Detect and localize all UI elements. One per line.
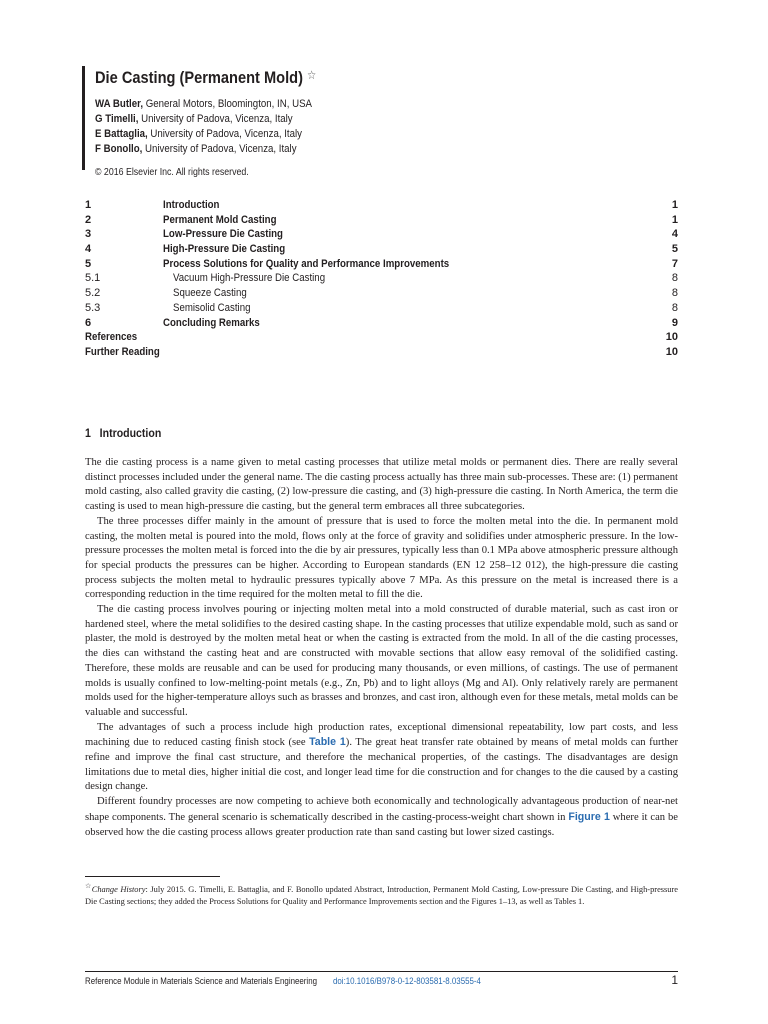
toc-label: High-Pressure Die Casting [163,243,286,256]
toc-page: 10 [665,331,678,344]
paragraph: The three processes differ mainly in the amount of pressure that is used to force the molten metal into the die. In permanent mold casting, the molten metal is poured into the mold, flows only at the force of gravity and solidifies under atmospheric pressure. In the low-pressure processes the molten metal is forced into the die by air pressures, typically less than 0.1 MPa above atmospheric pressure although for special products the pressures can be higher. According to European standards (EN 12 258–12 012), the high-pressure die casting process subjects the molten metal to hydraulic pressures typically above 7 MPa. As this pressure on the metal is increased there is a corresponding reduction in the time required for the molten metal to fill the die. [85,515,678,601]
toc-number: 6 [85,316,92,329]
paragraph: The die casting process involves pouring or injecting molten metal into a mold constructed of durable material, such as cast iron or hardened steel, where the metal solidifies to the desired casting shape. In the casting processes that utilize expendable mold, such as sand or plaster, the mold is destroyed by the molten metal heat or when the casting is extracted from the mold. In all of the die casting processes, the dies can withstand the casting heat and are constructed with movable sections that allow easy removal of the solidified casting. Therefore, these molds are reusable and can be used for producing many thousands, or even millions, of castings. The use of permanent molds is usually confined to low-melting-point metals (e.g., Zn, Pb) and to light alloys (Mg and Al). Only relatively rarely are permanent molds used for the higher-temperature alloys such as brasses and bronzes, and cast iron, although even for these metals, metal molds can be valuable and successful. [85,604,678,718]
toc-label: Squeeze Casting [173,287,247,300]
toc-page: 1 [671,199,678,211]
paragraph: The advantages of such a process include high production rates, exceptional dimensional repeatability, low part costs, and less machining due to reduced casting finish stock (see Table 1). The great heat transfer rate obtained by means of metal molds can further refine and improve the final cast structure, and therefore the mechanical properties, of the castings. The disadvantages are design limitations due to metal dies, higher initial die cost, and longer lead time for die construction and for changes to the die caused by a casting design change. [85,721,678,793]
author-name: G Timelli, [95,113,139,125]
paragraph: Different foundry processes are now competing to achieve both economically and technologically advantageous production of near-net shape components. The general scenario is schematically described in the casting-process-weight chart shown in Figure 1 where it can be observed how the die casting process allows greater production rate than sand casting but lower sized castings. [85,796,678,838]
author-affiliation: University of Padova, Vicenza, Italy [138,113,293,125]
toc-page: 8 [671,287,678,300]
table-of-contents [85,198,678,360]
journal-name: Reference Module in Materials Science and Materials Engineering [85,976,318,986]
toc-entry[interactable] [85,227,678,242]
toc-label: Introduction [163,199,220,211]
article-title: Die Casting (Permanent Mold) ☆ [95,68,317,87]
toc-label: Permanent Mold Casting [163,213,277,226]
toc-page: 7 [671,257,678,270]
star-icon[interactable]: ☆ [307,68,317,82]
author-affiliation: University of Padova, Vicenza, Italy [147,128,302,140]
toc-number: 5.1 [85,272,101,285]
toc-entry[interactable] [85,257,678,272]
footer-rule [85,971,678,972]
toc-number: 3 [85,228,92,241]
author-entry [95,127,321,142]
toc-number: 4 [85,243,92,256]
section-heading: 1 Introduction [85,426,162,440]
author-name: WA Butler, [95,98,144,110]
toc-label: Low-Pressure Die Casting [163,228,283,241]
article-header [82,66,352,170]
author-entry [95,97,321,112]
toc-number: 5 [85,257,92,270]
toc-label: References [85,331,138,344]
article-body [85,456,678,840]
toc-entry[interactable] [85,316,678,331]
toc-label: Semisolid Casting [173,301,251,314]
toc-entry[interactable] [85,301,678,316]
author-affiliation: University of Padova, Vicenza, Italy [142,143,297,155]
toc-entry[interactable] [85,345,678,360]
toc-entry[interactable] [85,242,678,257]
toc-number: 5.3 [85,301,101,314]
toc-number: 2 [85,213,92,226]
toc-page: 8 [671,301,678,314]
toc-page: 8 [671,272,678,285]
toc-number: 5.2 [85,287,101,300]
author-entry [95,142,321,157]
footnote-rule [85,876,220,877]
doi-link[interactable]: doi:10.1016/B978-0-12-803581-8.03555-4 [333,976,481,986]
author-name: F Bonollo, [95,143,143,155]
page-number: 1 [671,973,678,987]
toc-label: Process Solutions for Quality and Performance Improvements [163,257,450,270]
author-affiliation: General Motors, Bloomington, IN, USA [143,98,312,110]
table-1-link[interactable]: Table 1 [309,736,346,749]
toc-entry[interactable] [85,330,678,345]
author-name: E Battaglia, [95,128,148,140]
toc-page: 4 [671,228,678,241]
toc-page: 5 [671,243,678,256]
figure-1-link[interactable]: Figure 1 [568,810,610,823]
copyright-notice: © 2016 Elsevier Inc. All rights reserved. [95,167,249,178]
toc-label: Concluding Remarks [163,316,260,329]
toc-entry[interactable] [85,286,678,301]
toc-page: 10 [665,345,678,358]
toc-entry[interactable] [85,213,678,228]
toc-label: Vacuum High-Pressure Die Casting [173,272,326,285]
toc-page: 9 [671,316,678,329]
paragraph: The die casting process is a name given to metal casting processes that utilize metal molds or permanent dies. There are really several distinct processes included under the general name. The die casting process actually has three main sub-processes. These are: (1) permanent mold casting, also called gravity die casting, (2) low-pressure die casting, and (3) high-pressure die casting. In North America, the term die casting is used to mean high-pressure die casting, but the general term embraces all three subcategories. [85,457,678,513]
author-list [95,97,321,157]
toc-number: 1 [85,199,92,211]
footnote: ☆Change History: July 2015. G. Timelli, E. Battaglia, and F. Bonollo updated Abstract, Introduction, Permanent Mold Casting, Low-pressure Die Casting, and High-pressure Die Casting sections; they added the Process Solutions for Quality and Performance Improvements section and the Figures 1–13, as well as Tables 1. [85,882,678,906]
toc-entry[interactable] [85,198,678,213]
toc-entry[interactable] [85,271,678,286]
toc-label: Further Reading [85,345,160,358]
toc-page: 1 [671,213,678,226]
author-entry [95,112,321,127]
